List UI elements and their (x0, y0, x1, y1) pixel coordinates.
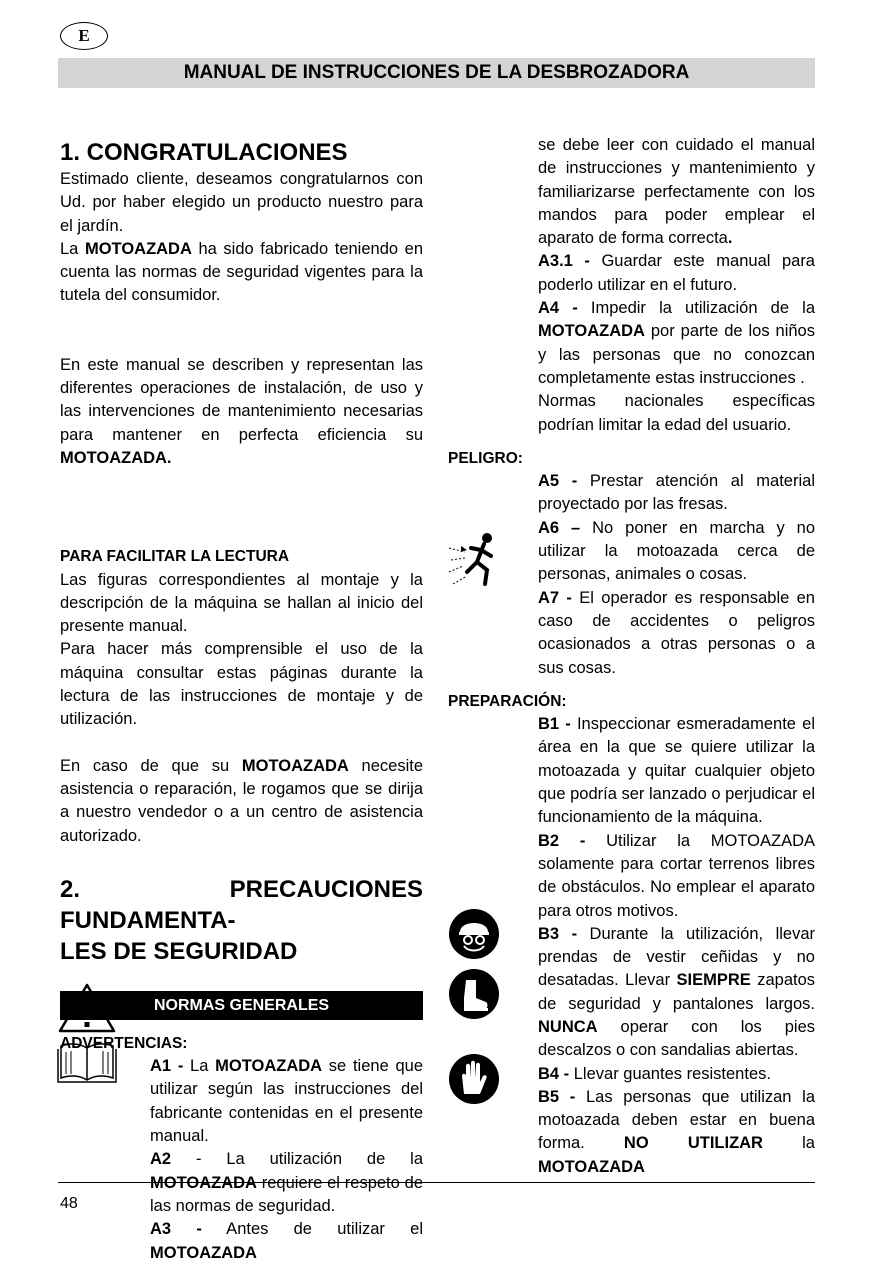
left-column (60, 137, 423, 1265)
page-number: 48 (60, 1195, 78, 1212)
warning-a4: A4 - Impedir la utilización de la MOTOAZADA por parte de los niños y las personas que no conozcan completamente estas instrucciones . (538, 299, 816, 387)
section-2-title: 2. PRECAUCIONES FUNDAMENTA- LES DE SEGURIDAD (60, 875, 423, 965)
warning-a3-1: A3.1 - Guardar este manual para poderlo utilizar en el futuro. (538, 252, 815, 294)
language-badge: E (60, 22, 108, 50)
general-norms-bar: NORMAS GENERALES (60, 991, 423, 1020)
danger-a5: A5 - Prestar atención al material proyectado por las fresas. (538, 472, 815, 514)
protective-gloves-icon (448, 1050, 500, 1108)
prep-b5: B5 - Las personas que utilizan la motoazada deben estar en buena forma. NO UTILIZAR la MOTOAZADA (538, 1087, 816, 1176)
danger-a7: A7 - El operador es responsable en caso de accidentes o peligros ocasionados a otras personas o a sus cosas. (538, 588, 815, 677)
prep-b1: B1 - Inspeccionar esmeradamente el área en la que se quiere utilizar la motoazada y quitar cualquier objeto que podría ser lanzado o perjudicar el funcionamiento de la máquina. (538, 715, 816, 827)
footer-divider (58, 1182, 815, 1183)
warning-a4-age: Normas nacionales específicas podrían limitar la edad del usuario. (538, 392, 815, 434)
prep-b3: B3 - Durante la utilización, llevar prendas de vestir ceñidas y no desatadas. Llevar SIEMPRE zapatos de seguridad y pantalones largos. NUNCA operar con los pies descalzos o con sandalias abiertas. (538, 924, 816, 1060)
danger-title: PELIGRO: (448, 449, 523, 467)
danger-a6: A6 – No poner en marcha y no utilizar la motoazada cerca de personas, animales o cosas. (538, 518, 815, 584)
paragraph-assistance: En caso de que su MOTOAZADA necesite asistencia o reparación, le rogamos que se dirija a nuestro vendedor o a un centro de asistencia autorizado. (60, 756, 423, 845)
preparation-title: PREPARACIÓN: (448, 692, 567, 710)
prep-b4: B4 - Llevar guantes resistentes. (538, 1064, 771, 1083)
warning-triangle-icon (57, 982, 117, 1034)
warning-a3: A3 - Antes de utilizar el MOTOAZADA (150, 1220, 423, 1262)
warning-a1: A1 - La MOTOAZADA se tiene que utilizar según las instrucciones del fabricante contenidas en el presente manual. (150, 1057, 423, 1146)
paragraph-manual-description: En este manual se describen y representan las diferentes operaciones de instalación, de uso y las intervenciones de mantenimiento necesarias para mantener en perfecta eficiencia su MOTOAZADA. (60, 355, 423, 467)
page-title: MANUAL DE INSTRUCCIONES DE LA DESBROZADORA (58, 58, 815, 88)
reading-help-title: PARA FACILITAR LA LECTURA (60, 548, 290, 566)
paragraph-figures: Las figuras correspondientes al montaje y la descripción de la máquina se hallan al inicio del presente manual. (60, 570, 423, 636)
paragraph-consult-pages: Para hacer más comprensible el uso de la máquina consultar estas páginas durante la lectura de las instrucciones de montaje y de utilización. (60, 640, 423, 729)
projected-material-danger-icon (447, 526, 507, 596)
helmet-goggles-icon (448, 908, 500, 960)
warnings-title: ADVERTENCIAS: (60, 1034, 188, 1052)
paragraph-congratulations: Estimado cliente, deseamos congratularnos con Ud. por haber elegido un producto nuestro para el jardín. (60, 170, 423, 235)
paragraph-safety-norms: La MOTOAZADA ha sido fabricado teniendo en cuenta las normas de seguridad vigentes para la tutela del consumidor. (60, 239, 423, 305)
read-manual-book-icon (57, 1040, 117, 1084)
prep-b2: B2 - Utilizar la MOTOAZADA solamente para cortar terrenos libres de obstáculos. No emplear el aparato para otros motivos. (538, 831, 816, 920)
section-1-title: 1. CONGRATULACIONES (60, 139, 348, 166)
warning-a3-continued: se debe leer con cuidado el manual de instrucciones y mantenimiento y familiarizarse perfectamente con los mandos para poder emplear el aparato de forma correcta. (538, 136, 815, 248)
warning-a2: A2 - La utilización de la MOTOAZADA requiere el respeto de las normas de seguridad. (150, 1150, 423, 1215)
safety-boots-icon (448, 968, 500, 1020)
right-column (448, 134, 815, 1179)
